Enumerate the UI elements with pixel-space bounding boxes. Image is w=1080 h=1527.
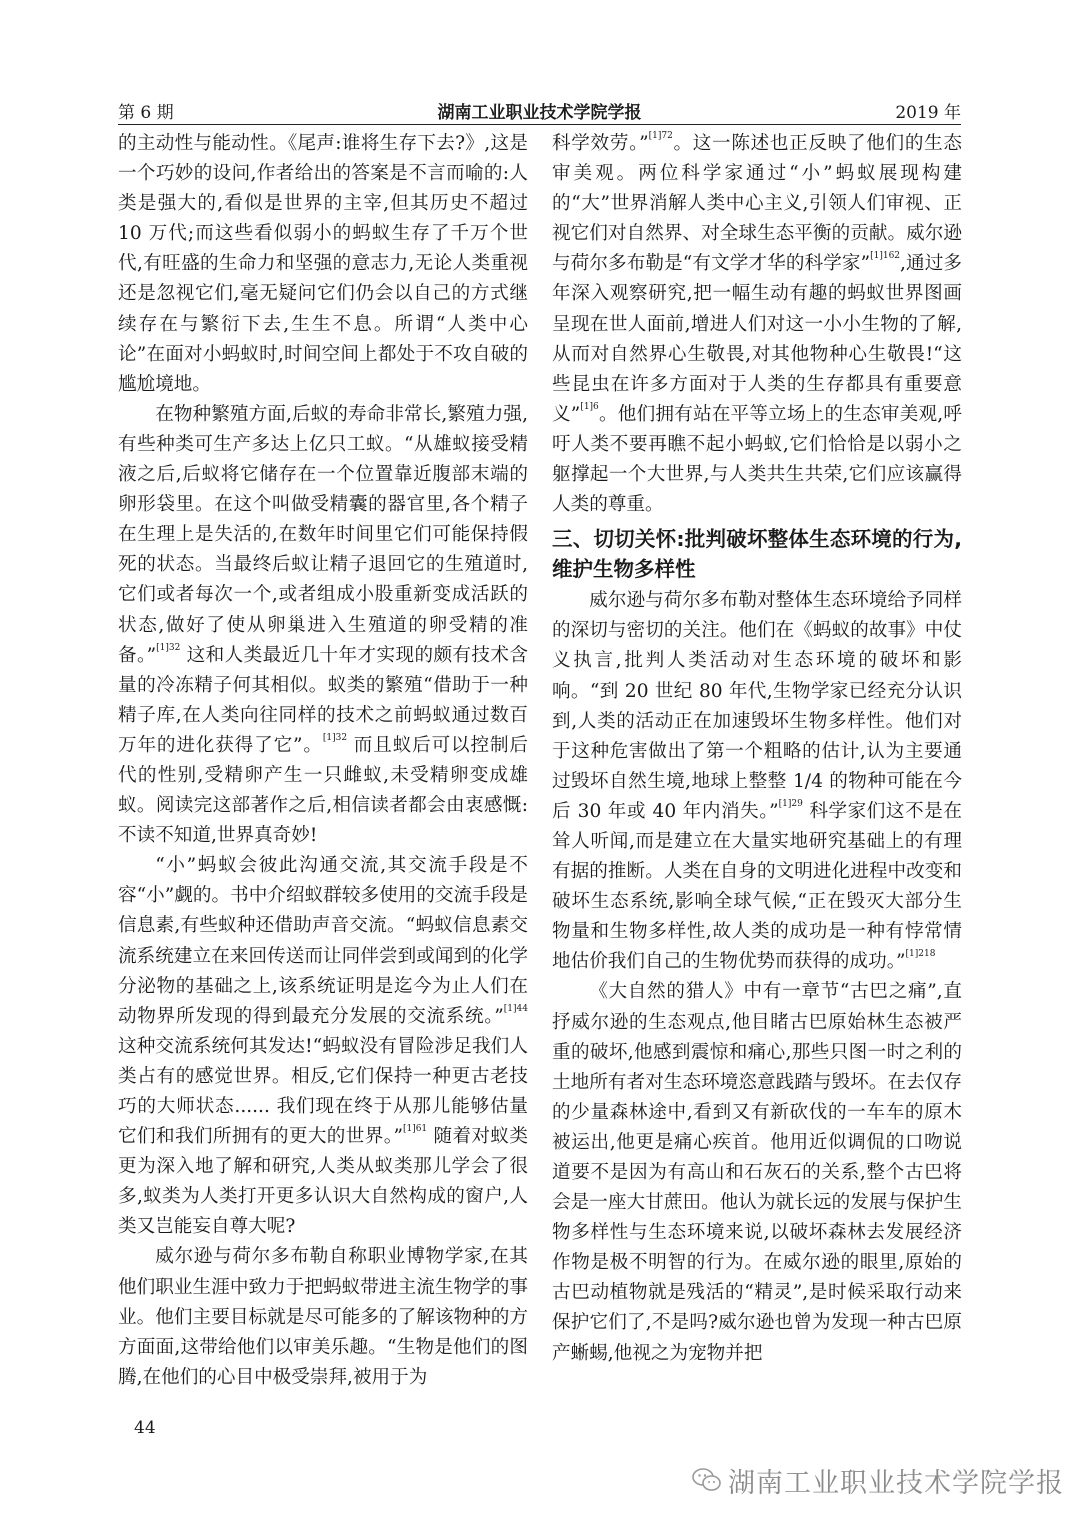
paragraph [118, 400, 528, 851]
watermark [692, 1463, 1064, 1497]
paragraph-text: 科学效劳。” [552, 133, 649, 154]
citation-ref: [1]162 [870, 251, 901, 262]
citation-ref: [1]61 [402, 1124, 428, 1135]
journal-title: 湖南工业职业技术学院学报 [437, 103, 642, 123]
paragraph-text: 科学家们这不是在耸人听闻,而是建立在大量实地研究基础上的有理有据的推断。人类在自身的文明进化进程中改变和破坏生态系统,影响全球气候,“正在毁灭大部分生物量和生物多样性,故人类的成功是一种有悖常情地估价我们自己的生物优势而获得的成功。” [552, 800, 962, 973]
citation-ref: [1]32 [156, 642, 181, 653]
paragraph-text: 的主动性与能动性。《尾声:谁将生存下去?》,这是一个巧妙的设问,作者给出的答案是不言而喻的:人类是强大的,看似是世界的主宰,但其历史不超过 10 万代;而这些看似弱小的蚂蚁生存了千万个世代,有旺盛的生命力和坚强的意志力,无论人类重视还是忽视它们,毫无疑问它们仍会以自己的方式继续存在与繁衍下去,生生不息。所谓“人类中心论”在面对小蚂蚁时,时间空间上都处于不攻自破的尴尬境地。 [118, 133, 528, 395]
paragraph-text: 《大自然的猎人》中有一章节“古巴之痛”,直抒威尔逊的生态观点,他目睹古巴原始林生态被严重的破坏,他感到震惊和痛心,那些只图一时之利的土地所有者对生态环境恣意践踏与毁坏。在去仅存的少量森林途中,看到又有新砍伐的一车车的原木被运出,他更是痛心疾首。他用近似调侃的口吻说道要不是因为有高山和石灰石的关系,整个古巴将会是一座大甘蔗田。他认为就长远的发展与保护生物多样性与生态环境来说,以破坏森林去发展经济作物是极不明智的行为。在威尔逊的眼里,原始的古巴动植物就是残活的“精灵”,是时候采取行动来保护它们了,不是吗?威尔逊也曾为发现一种古巴原产蜥蜴,他视之为宠物并把 [552, 981, 962, 1364]
citation-ref: [1]218 [905, 949, 936, 960]
paragraph-text: 在物种繁殖方面,后蚁的寿命非常长,繁殖力强,有些种类可生产多达上亿只工蚁。“从雄蚁接受精液之后,后蚁将它储存在一个位置靠近腹部末端的卵形袋里。在这个叫做受精囊的器官里,各个精子在生理上是失活的,在数年时间里它们可能保持假死的状态。当最终后蚁让精子退回它的生殖道时,它们或者每次一个,或者组成小股重新变成活跃的状态,做好了使从卵巢进入生殖道的卵受精的准备。” [118, 403, 528, 666]
paragraph [552, 129, 962, 520]
section-heading: 三、切切关怀:批判破坏整体生态环境的行为,维护生物多样性 [552, 527, 962, 582]
citation-ref: [1]44 [503, 1003, 528, 1014]
paragraph-text: 威尔逊与荷尔多布勒对整体生态环境给予同样的深切与密切的关注。他们在《蚂蚁的故事》中仗义执言,批判人类活动对生态环境的破坏和影响。“到 20 世纪 80 年代,生物学家已经充分认识到,人类的活动正在加速毁坏生物多样性。他们对于这种危害做出了第一个粗略的估计,认为主要通过毁坏自然生境,地球上整整 1/4 的物种可能在今后 30 年或 40 年内消失。” [552, 590, 962, 822]
left-column [118, 129, 528, 1393]
paragraph-text: 随着对蚁类更为深入地了解和研究,人类从蚁类那儿学会了很多,蚁类为人类打开更多认识大自然构成的窗户,人类又岂能妄自尊大呢? [118, 1126, 528, 1238]
paragraph-text: “小”蚂蚁会彼此沟通交流,其交流手段是不容“小”觑的。书中介绍蚁群较多使用的交流手段是信息素,有些蚁种还借助声音交流。“蚂蚁信息素交流系统建立在来回传送而让同伴尝到或闻到的化学分泌物的基础之上,该系统证明是迄今为止人们在动物界所发现的得到最充分发展的交流系统。” [118, 855, 528, 1027]
citation-ref: [1]29 [778, 798, 803, 809]
paragraph-text: 威尔逊与荷尔多布勒自称职业博物学家,在其他们职业生涯中致力于把蚂蚁带进主流生物学的事业。他们主要目标就是尽可能多的了解该物种的方方面面,这带给他们以审美乐趣。“生物是他们的图腾,在他们的心目中极受崇拜,被用于为 [118, 1246, 528, 1388]
publication-year: 2019 年 [895, 103, 961, 123]
paragraph [552, 977, 962, 1368]
citation-ref: [1]32 [322, 732, 348, 743]
wechat-icon [692, 1467, 722, 1493]
paragraph-text: 。他们拥有站在平等立场上的生态审美观,呼吁人类不要再瞧不起小蚂蚁,它们恰恰是以弱小之躯撑起一个大世界,与人类共生共荣,它们应该赢得人类的尊重。 [552, 403, 962, 516]
issue-number: 第 6 期 [118, 103, 174, 123]
paragraph-text: 这和人类最近几十年才实现的颇有技术含量的冷冻精子何其相似。蚁类的繁殖“借助于一种精子库,在人类向往同样的技术之前蚂蚁通过数百万年的进化获得了它”。 [118, 644, 528, 756]
paragraph-text: 这种交流系统何其发达!“蚂蚁没有冒险涉足我们人类占有的感觉世界。相反,它们保持一种更古老技巧的大师状态...... 我们现在终于从那儿能够估量它们和我们所拥有的更大的世界。” [118, 1035, 528, 1148]
paragraph-text: 。这一陈述也正反映了他们的生态审美观。两位科学家通过“小”蚂蚁展现构建的“大”世界消解人类中心主义,引领人们审视、正视它们对自然界、对全球生态平衡的贡献。威尔逊与荷尔多布勒是“有文学才华的科学家” [552, 133, 962, 275]
paragraph [118, 129, 528, 400]
right-column [552, 129, 962, 1369]
paragraph [552, 586, 962, 977]
paragraph [118, 851, 528, 1242]
paragraph-text: 而且蚁后可以控制后代的性别,受精卵产生一只雌蚁,未受精卵变成雄蚁。阅读完这部著作之后,相信读者都会由衷感慨:不读不知道,世界真奇妙! [118, 734, 528, 847]
citation-ref: [1]6 [580, 401, 599, 412]
paragraph-text: ,通过多年深入观察研究,把一幅生动有趣的蚂蚁世界图画呈现在世人面前,增进人们对这一小小生物的了解,从而对自然界心生敬畏,对其他物种心生敬畏!“这些昆虫在许多方面对于人类的生存都具有重要意义” [552, 253, 962, 425]
page-number: 44 [134, 1418, 156, 1438]
citation-ref: [1]72 [648, 131, 673, 141]
paragraph [118, 1242, 528, 1392]
running-header [118, 96, 961, 125]
watermark-text: 湖南工业职业技术学院学报 [728, 1467, 1064, 1499]
